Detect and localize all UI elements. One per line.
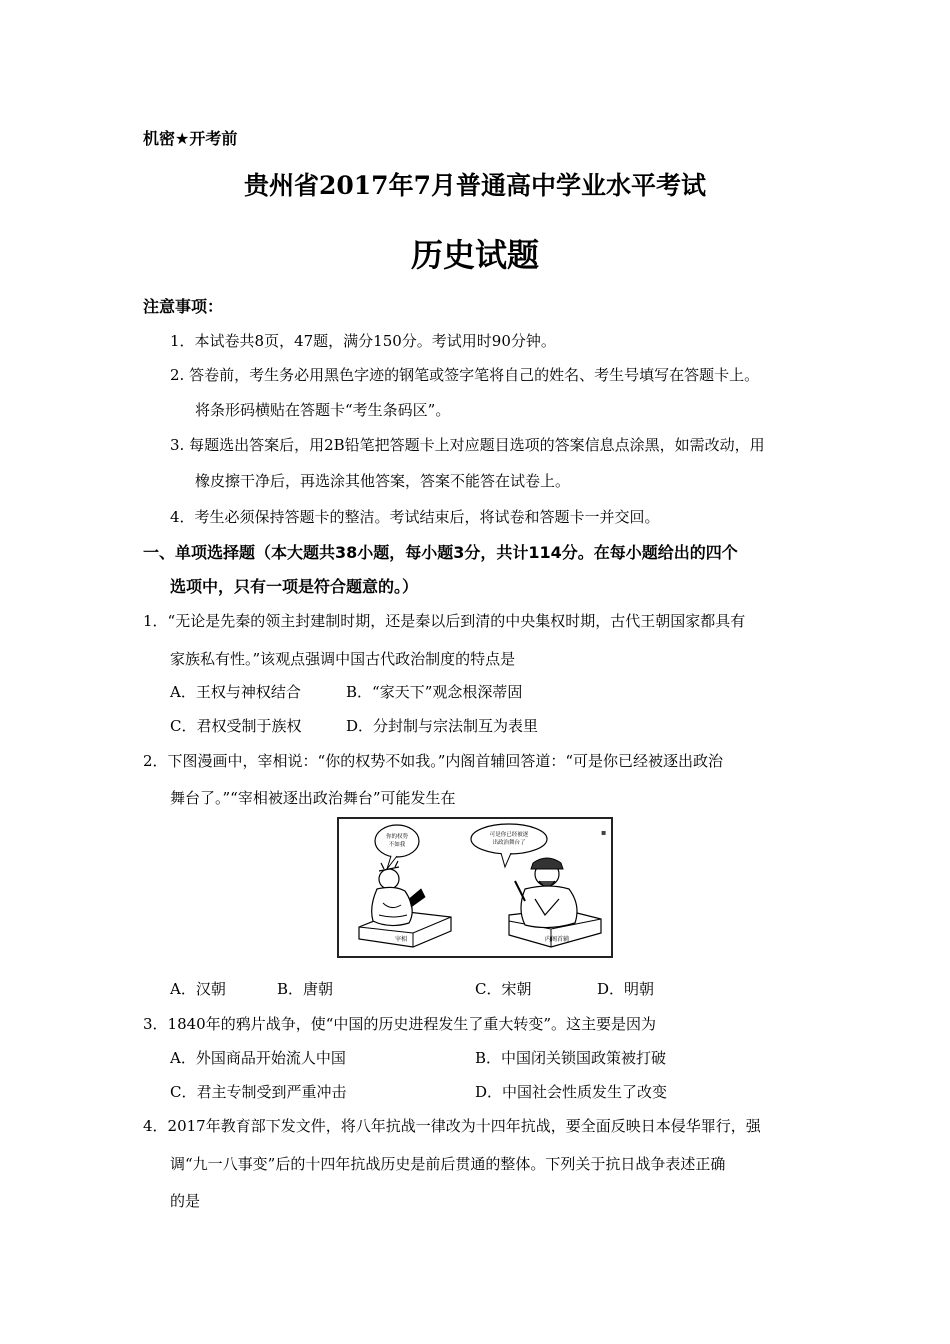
right-speech-bubble xyxy=(471,824,547,854)
question-3-option-b: B．中国闭关锁国政策被打破 xyxy=(475,1049,667,1067)
chancellor-figure xyxy=(379,869,399,889)
question-1-option-b: B．“家天下”观念根深蒂固 xyxy=(346,683,523,701)
question-1-option-d: D．分封制与宗法制互为表里 xyxy=(346,717,539,735)
svg-text:出政治舞台了: 出政治舞台了 xyxy=(492,840,526,846)
question-3-stem: 3．1840年的鸦片战争，使“中国的历史进程发生了重大转变”。这主要是因为 xyxy=(143,1015,657,1033)
question-2-stem: 2．下图漫画中，宰相说：“你的权势不如我。”内阁首辅回答道：“可是你已经被逐出政治 xyxy=(143,752,724,770)
question-3-option-d: D．中国社会性质发生了改变 xyxy=(475,1083,668,1101)
right-bubble-text: 可是你已经被逐 xyxy=(489,832,529,838)
question-1-stem: 1．“无论是先秦的领主封建制时期，还是秦以后到清的中央集权时期，古代王朝国家都具有 xyxy=(143,612,746,630)
question-2-option-d: D．明朝 xyxy=(597,980,655,998)
confidential-label: 机密★开考前 xyxy=(143,129,238,148)
left-speech-bubble xyxy=(375,825,419,857)
cartoon-drawing xyxy=(339,819,611,956)
svg-text:不如我: 不如我 xyxy=(388,842,406,848)
chancellor-label: 宰相 xyxy=(395,936,408,943)
question-2-option-a: A．汉朝 xyxy=(170,980,226,998)
question-2-option-b: B．唐朝 xyxy=(277,980,334,998)
question-2-stem-cont: 舞台了。”“宰相被逐出政治舞台”可能发生在 xyxy=(170,789,456,807)
notice-item: 1．本试卷共8页，47题，满分150分。考试用时90分钟。 xyxy=(170,332,556,350)
question-3-option-c: C．君主专制受到严重冲击 xyxy=(170,1083,347,1101)
notice-item: 4．考生必须保持答题卡的整洁。考试结束后，将试卷和答题卡一并交回。 xyxy=(170,508,660,526)
exam-subtitle: 历史试题 xyxy=(410,236,539,274)
notice-item: 3. 每题选出答案后，用2B铅笔把答题卡上对应题目选项的答案信息点涂黑，如需改动，用 xyxy=(170,436,765,454)
question-1-stem-cont: 家族私有性。”该观点强调中国古代政治制度的特点是 xyxy=(170,650,516,668)
question-1-option-c: C．君权受制于族权 xyxy=(170,717,302,735)
svg-text:▪: ▪ xyxy=(601,828,607,837)
question-4-stem: 4．2017年教育部下发文件，将八年抗战一律改为十四年抗战，要全面反映日本侵华罪行，强 xyxy=(143,1117,761,1135)
question-2-option-c: C．宋朝 xyxy=(475,980,532,998)
notice-heading: 注意事项： xyxy=(143,297,224,316)
notice-item: 将条形码横贴在答题卡“考生条码区”。 xyxy=(195,401,451,419)
notice-item: 橡皮擦干净后，再选涂其他答案，答案不能答在试卷上。 xyxy=(195,472,571,490)
question-3-option-a: A．外国商品开始流人中国 xyxy=(170,1049,346,1067)
cartoon-illustration xyxy=(337,817,613,958)
section-heading-cont: 选项中，只有一项是符合题意的。） xyxy=(170,577,419,596)
exam-title: 贵州省2017年7月普通高中学业水平考试 xyxy=(244,171,706,200)
question-4-stem-cont: 调“九一八事变”后的十四年抗战历史是前后贯通的整体。下列关于抗日战争表述正确 xyxy=(170,1155,726,1173)
section-heading: 一、单项选择题（本大题共38小题，每小题3分，共计114分。在每小题给出的四个 xyxy=(143,543,738,562)
notice-item: 2. 答卷前，考生务必用黑色字迹的钢笔或签字笔将自己的姓名、考生号填写在答题卡上。 xyxy=(170,366,760,384)
question-4-stem-cont: 的是 xyxy=(170,1192,201,1210)
grand-secretary-label: 内阁首辅 xyxy=(545,936,570,943)
left-bubble-text: 你的权势 xyxy=(385,834,409,840)
question-1-option-a: A．王权与神权结合 xyxy=(170,683,301,701)
